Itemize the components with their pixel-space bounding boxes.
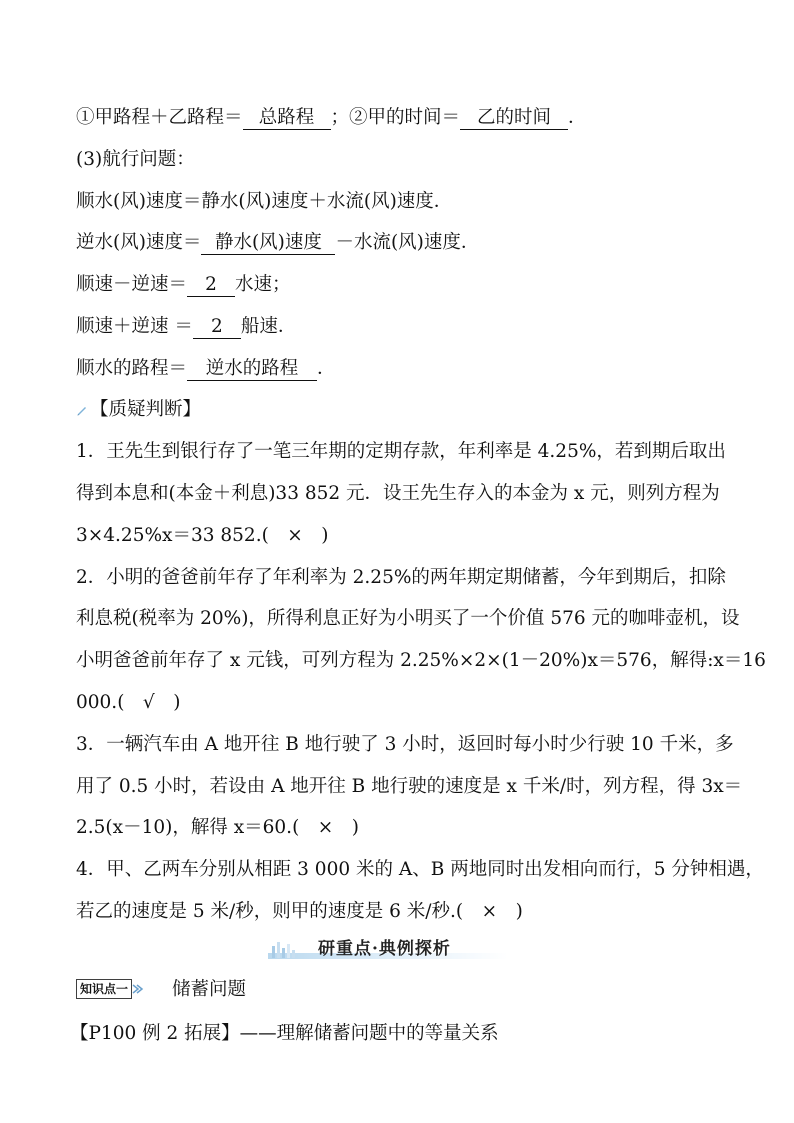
- speed-sum-formula: 顺速＋逆速 ＝ 2 船速．: [76, 316, 297, 337]
- question-2-line-1: 2．小明的爸爸前年存了年利率为 2.25%的两年期定期储蓄，今年到期后，扣除: [76, 567, 726, 588]
- question-2-line-3: 小明爸爸前年存了 x 元钱，可列方程为 2.25%×2×(1－20%)x＝576，解得:x＝16: [76, 650, 766, 671]
- answer-blank-upstream-distance: 逆水的路程: [187, 358, 317, 381]
- section-title-judgement: 【质疑判断】: [76, 398, 201, 422]
- route-equality-line: 顺水的路程＝ 逆水的路程 ．: [76, 358, 336, 379]
- question-4-line-2: 若乙的速度是 5 米/秒，则甲的速度是 6 米/秒.( × ): [76, 901, 523, 922]
- pencil-icon: [76, 404, 88, 416]
- downstream-speed-formula: 顺水(风)速度＝静水(风)速度＋水流(风)速度．: [76, 191, 453, 212]
- relation-line-distance-time: ①甲路程＋乙路程＝ 总路程 ；②甲的时间＝ 乙的时间 ．: [76, 107, 587, 128]
- question-2-line-4: 000.( √ ): [76, 692, 181, 713]
- knowledge-point-header: [76, 978, 247, 1000]
- question-2-line-2: 利息税(税率为 20%)，所得利息正好为小明买了一个价值 576 元的咖啡壶机，设: [76, 608, 740, 629]
- answer-blank-total-distance: 总路程: [243, 107, 331, 130]
- knowledge-point-badge: 知识点一: [76, 979, 132, 999]
- answer-blank-still-water-speed: 静水(风)速度: [201, 232, 335, 255]
- arrow-right-icon: [132, 984, 144, 994]
- banner-title: 研重点·典例探析: [318, 939, 451, 959]
- answer-blank-difference-factor: 2: [187, 274, 235, 297]
- answer-blank-b-time: 乙的时间: [460, 107, 568, 130]
- knowledge-point-title: 储蓄问题: [172, 979, 247, 1000]
- question-1-line-3: 3×4.25%x＝33 852.( × ): [76, 525, 329, 546]
- question-3-line-3: 2.5(x－10)，解得 x＝60.( × ): [76, 817, 360, 838]
- question-1-line-1: 1．王先生到银行存了一笔三年期的定期存款，年利率是 4.25%，若到期后取出: [76, 441, 726, 462]
- upstream-speed-formula: 逆水(风)速度＝ 静水(风)速度 －水流(风)速度．: [76, 232, 480, 253]
- example-heading: 【P100 例 2 拓展】——理解储蓄问题中的等量关系: [70, 1023, 499, 1044]
- question-3-line-2: 用了 0.5 小时，若设由 A 地开往 B 地行驶的速度是 x 千米/时，列方程，得 3x＝: [76, 776, 743, 797]
- speed-difference-formula: 顺速－逆速＝ 2 水速；: [76, 274, 291, 295]
- question-1-line-2: 得到本息和(本金＋利息)33 852 元．设王先生存入的本金为 x 元，则列方程为: [76, 483, 720, 504]
- question-4-line-1: 4．甲、乙两车分别从相距 3 000 米的 A、B 两地同时出发相向而行，5 分钟相遇，: [76, 859, 764, 880]
- navigation-problem-heading: (3)航行问题：: [76, 149, 195, 170]
- banner-decoration-icon: [270, 936, 310, 960]
- section-banner: [268, 932, 508, 962]
- answer-blank-sum-factor: 2: [193, 316, 241, 339]
- question-3-line-1: 3．一辆汽车由 A 地开往 B 地行驶了 3 小时，返回时每小时少行驶 10 千米，多: [76, 734, 734, 755]
